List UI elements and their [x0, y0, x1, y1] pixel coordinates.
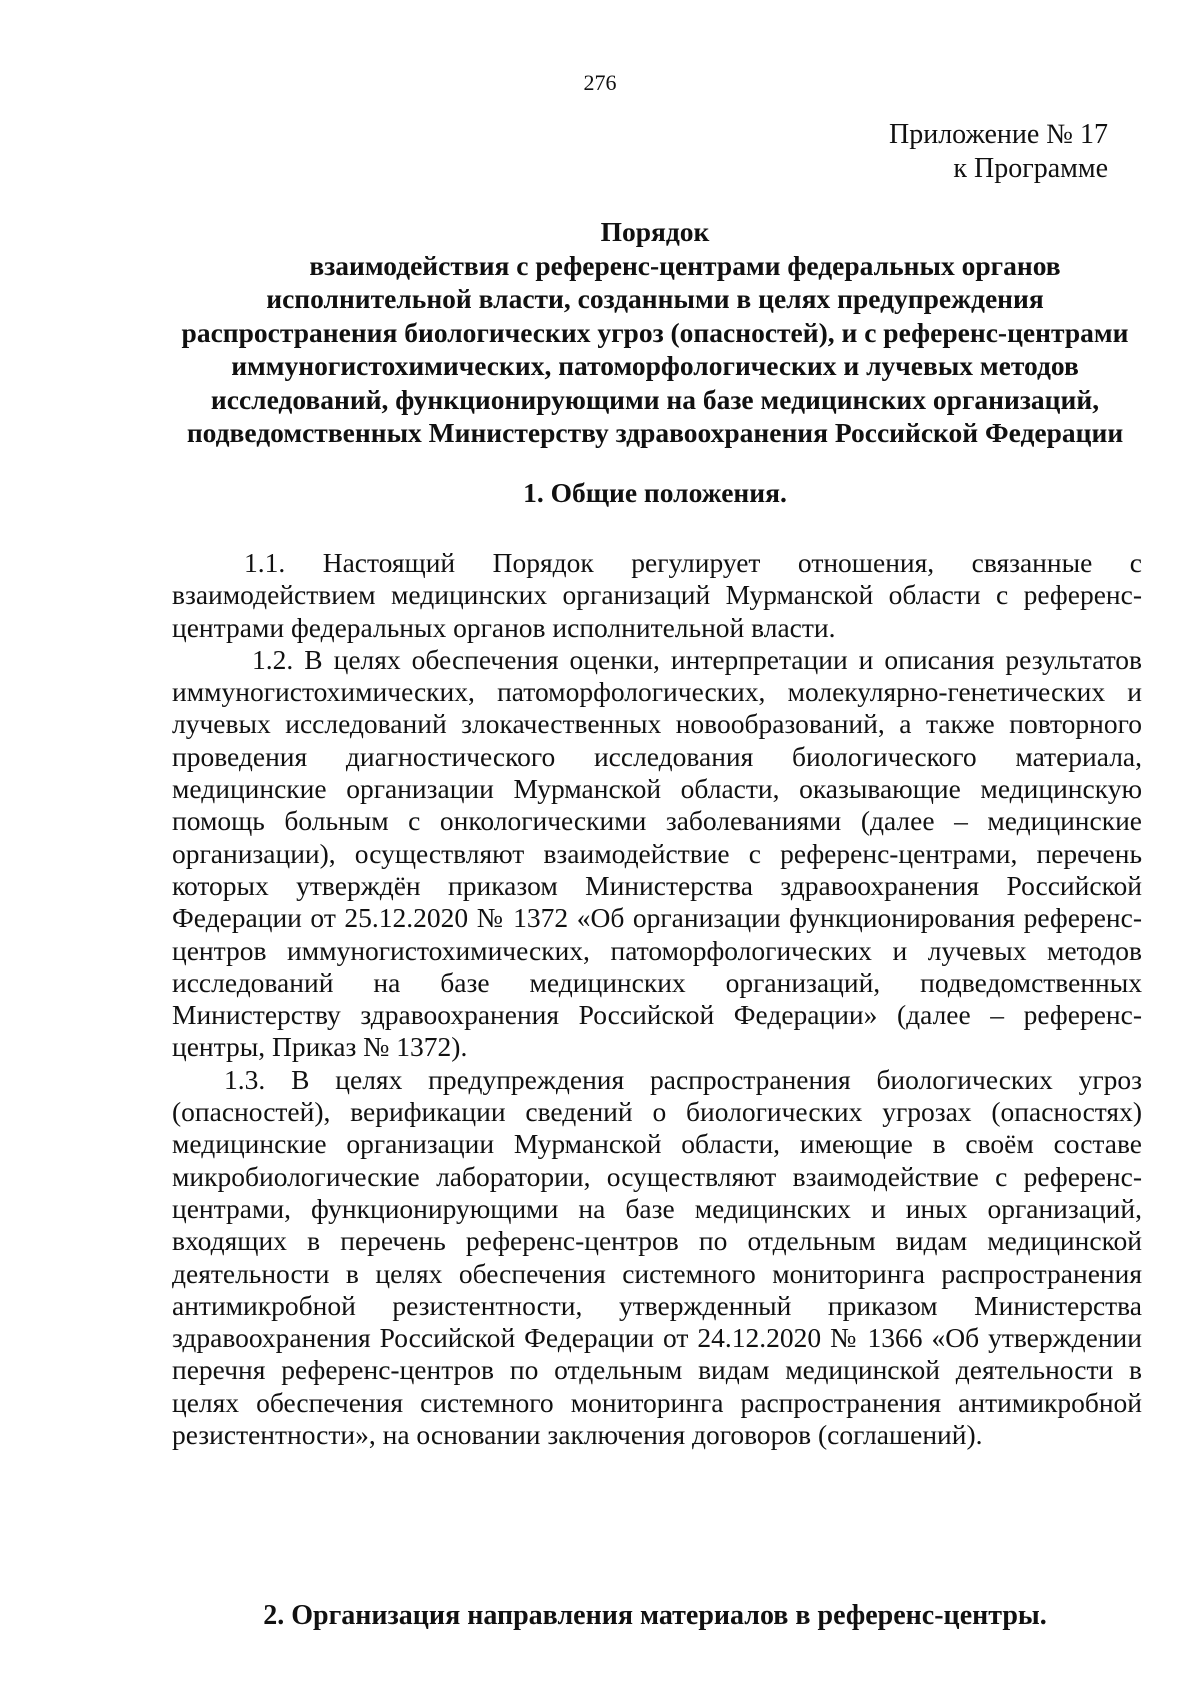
appendix-program-ref: к Программе: [953, 153, 1108, 184]
page-number: 276: [583, 70, 617, 95]
section-body-general: [172, 547, 1142, 1451]
document-title: [170, 215, 1140, 450]
title-line: исследований, функционирующими на базе медицинских организаций,: [210, 383, 1100, 415]
title-line: распространения биологических угроз (опасностей), и с референс-центрами: [181, 316, 1129, 348]
title-line: исполнительной власти, созданными в целях предупреждения: [266, 283, 1044, 314]
paragraph-1-2: 1.2. В целях обеспечения оценки, интерпретации и описания результатов иммуногистохимических, патоморфологических, молекулярно-генетических и лучевых исследований злокачественных новообразований, а также повторного проведения диагностического исследования биологического материала, медицинские организации Мурманской области, оказывающие медицинскую помощь больным с онкологическими заболеваниями (далее – медицинские организации), осуществляют взаимодействие с референс-центрами, перечень которых утверждён приказом Министерства здравоохранения Российской Федерации от 25.12.2020 № 1372 «Об организации функционирования референс-центров иммуногистохимических, патоморфологических и лучевых методов исследований на базе медицинских организаций, подведомственных Министерству здравоохранения Российской Федерации» (далее – референс-центры, Приказ № 1372).: [172, 643, 1142, 1063]
title-line: подведомственных Министерству здравоохранения Российской Федерации: [186, 417, 1124, 448]
paragraph-1-1: 1.1. Настоящий Порядок регулирует отношения, связанные с взаимодействием медицинских организаций Мурманской области с референс-центрами федеральных органов исполнительной власти.: [172, 547, 1142, 643]
section-heading-materials: 2. Организация направления материалов в референс-центры.: [263, 1600, 1047, 1631]
section-heading-general: 1. Общие положения.: [523, 477, 787, 508]
appendix-reference: [889, 118, 1108, 186]
title-line: иммуногистохимических, патоморфологических и лучевых методов: [231, 350, 1079, 381]
title-line: взаимодействия с референс-центрами федеральных органов: [309, 249, 1061, 281]
appendix-number: Приложение № 17: [889, 119, 1108, 150]
title-heading: Порядок: [600, 216, 710, 247]
paragraph-1-3: 1.3. В целях предупреждения распространения биологических угроз (опасностей), верификации сведений о биологических угрозах (опасностях) медицинские организации Мурманской области, имеющие в своём составе микробиологические лаборатории, осуществляют взаимодействие с референс-центрами, функционирующими на базе медицинских и иных организаций, входящих в перечень референс-центров по отдельным видам медицинской деятельности в целях обеспечения системного мониторинга распространения антимикробной резистентности, утвержденный приказом Министерства здравоохранения Российской Федерации от 24.12.2020 № 1366 «Об утверждении перечня референс-центров по отдельным видам медицинской деятельности в целях обеспечения системного мониторинга распространения антимикробной резистентности», на основании заключения договоров (соглашений).: [172, 1063, 1142, 1451]
